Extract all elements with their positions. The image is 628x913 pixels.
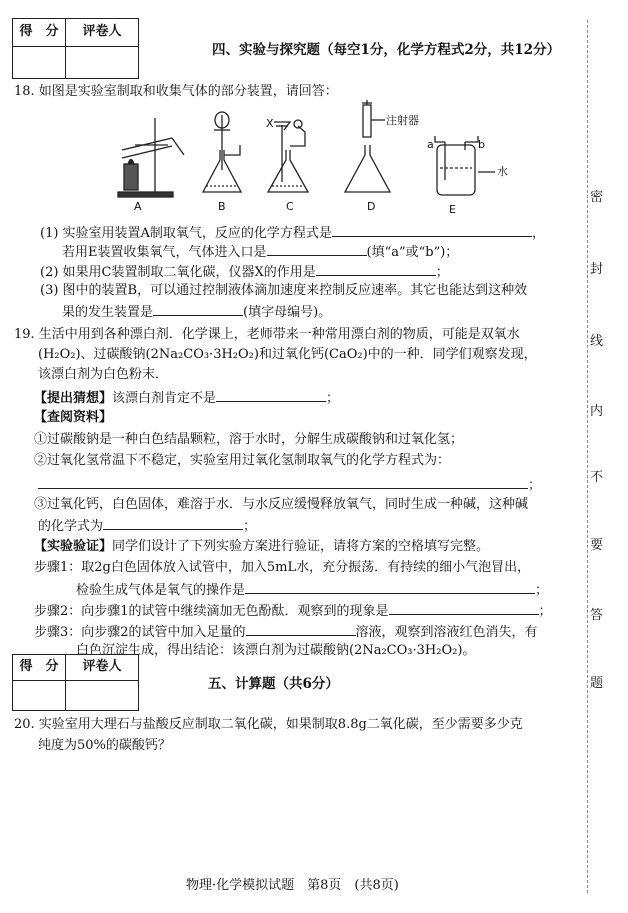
apparatus-e: [435, 136, 495, 195]
q18-p1b: 若用E装置收集氧气，气体进入口是 (填“a”或“b”)；: [62, 245, 459, 260]
q18-p3a: (3) 图中的装置B，可以通过控制液体滴加速度来控制反应速率。其它也能达到这种效: [40, 283, 528, 298]
answer-blank[interactable]: [216, 389, 326, 402]
section5-title: 五、计算题（共6分）: [208, 676, 339, 692]
apparatus-d: [345, 100, 390, 192]
side-char: 答: [590, 608, 604, 623]
label-e: E: [449, 203, 456, 216]
label-port-a: a: [427, 138, 434, 151]
grader-label: 评卷人: [66, 655, 139, 681]
q19-verify: 【实验验证】同学们设计了下列实验方案进行验证，请将方案的空格填写完整。: [34, 539, 490, 554]
score-label: 得 分: [13, 655, 66, 681]
q18-stem: 18. 如图是实验室制取和收集气体的部分装置，请回答：: [14, 84, 338, 99]
answer-blank[interactable]: [153, 303, 243, 316]
apparatus-b: [203, 112, 241, 192]
q19-step3a: 步骤3：向步骤2的试管中加入足量的 溶液，观察到溶液红色消失，有: [34, 625, 538, 640]
side-char: 题: [590, 676, 604, 691]
score-label: 得 分: [13, 19, 66, 47]
answer-blank[interactable]: [332, 224, 532, 237]
answer-blank[interactable]: [103, 517, 243, 530]
q19-ref-tag: 【查阅资料】: [34, 410, 113, 425]
side-char: 密: [590, 190, 604, 205]
score-box-1: [12, 18, 139, 79]
q19-guess: 【提出猜想】该漂白剂肯定不是 ；: [34, 391, 340, 406]
answer-blank[interactable]: [38, 476, 528, 489]
label-syringe: 注射器: [386, 114, 419, 127]
grader-cell: [66, 47, 139, 79]
score-box-2: [12, 654, 139, 711]
q20-l1: 20. 实验室用大理石与盐酸反应制取二氧化碳，如果制取8.8g二氧化碳，至少需要多少克: [14, 717, 523, 732]
label-port-b: b: [478, 138, 485, 151]
q19-step1a: 步骤1：取2g白色固体放入试管中，加入5mL水，充分振荡．有持续的细小气泡冒出，: [34, 560, 531, 575]
side-char: 要: [590, 538, 604, 553]
answer-blank[interactable]: [316, 263, 436, 276]
page-footer: 物理·化学模拟试题 第8页 (共8页): [186, 878, 399, 893]
q19-step1b: 检验生成气体是氧气的操作是 ；: [76, 583, 549, 598]
side-char: 线: [590, 334, 604, 349]
side-char: 封: [590, 262, 604, 277]
apparatus-figure: [100, 100, 520, 220]
side-char: 内: [590, 404, 604, 419]
q19-step2: 步骤2：向步骤1的试管中继续滴加无色酚酞．观察到的现象是 ；: [34, 604, 552, 619]
q19-ref3a: ③过氧化钙，白色固体，难溶于水．与水反应缓慢释放氧气，同时生成一种碱，这种碱: [34, 497, 529, 512]
label-water: 水: [497, 165, 508, 178]
q19-l2: (H₂O₂)、过碳酸钠(2Na₂CO₃·3H₂O₂)和过氧化钙(CaO₂)中的一种．同学们观察发现，: [38, 347, 537, 362]
q19-ref3b: 的化学式为 ；: [38, 519, 257, 534]
score-cell: [13, 47, 66, 79]
answer-blank[interactable]: [245, 581, 535, 594]
q18-p3b: 果的发生装置是 (填字母编号)。: [62, 305, 332, 320]
q19-l3: 该漂白剂为白色粉末．: [38, 367, 169, 382]
q18-p2: (2) 如果用C装置制取二氧化碳，仪器X的作用是 ；: [40, 265, 449, 280]
side-char: 不: [590, 470, 604, 485]
grader-label: 评卷人: [66, 19, 139, 47]
q19-ref2: ②过氧化氢常温下不稳定，实验室用过氧化氢制取氧气的化学方程式为：: [34, 453, 451, 468]
label-a: A: [134, 200, 142, 213]
q19-l1: 19. 生活中用到各种漂白剂．化学课上，老师带来一种常用漂白剂的物质，可能是双氧水: [14, 327, 520, 342]
label-b: B: [218, 200, 226, 213]
answer-blank[interactable]: [389, 602, 539, 615]
section4-title: 四、实验与探究题（每空1分，化学方程式2分，共12分）: [212, 42, 561, 58]
score-cell: [13, 681, 66, 711]
answer-blank[interactable]: [267, 243, 367, 256]
q19-ref1: ①过碳酸钠是一种白色结晶颗粒，溶于水时，分解生成碳酸钠和过氧化氢；: [34, 432, 464, 447]
q18-p1a: (1) 实验室用装置A制取氧气，反应的化学方程式是 ，: [40, 226, 545, 241]
answer-blank[interactable]: [246, 623, 356, 636]
apparatus-c: [268, 120, 308, 192]
q19-step3b: 白色沉淀生成，得出结论：该漂白剂为过碳酸钠(2Na₂CO₃·3H₂O₂)。: [76, 643, 476, 658]
q20-l2: 纯度为50%的碳酸钙？: [38, 738, 171, 753]
q19-ref2-blank: ；: [38, 476, 541, 495]
apparatus-a: [118, 118, 184, 197]
label-d: D: [367, 200, 376, 213]
grader-cell: [66, 681, 139, 711]
seal-line: [587, 20, 588, 893]
label-c: C: [286, 200, 294, 213]
label-x: X: [266, 117, 274, 130]
